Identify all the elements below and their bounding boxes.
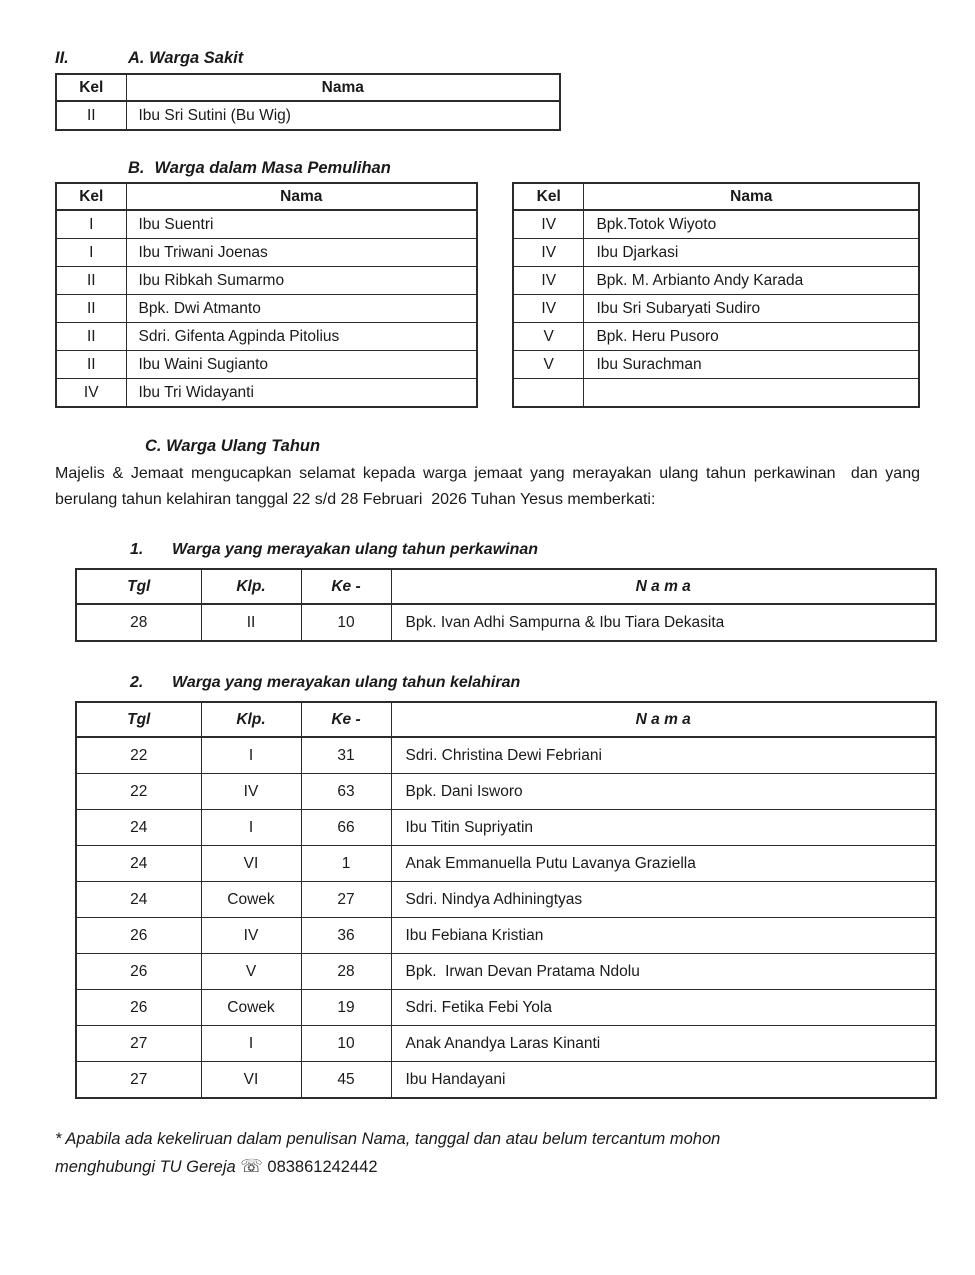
table-cell: 22 bbox=[76, 774, 201, 810]
table-row bbox=[76, 882, 936, 918]
table-row bbox=[56, 351, 477, 379]
column-header-nama: Nama bbox=[584, 183, 919, 210]
table-cell: VI bbox=[201, 846, 301, 882]
warga-sakit-table bbox=[55, 73, 561, 131]
subsection-number: 2. bbox=[130, 674, 144, 691]
table-cell: II bbox=[56, 323, 126, 351]
phone-number: 083861242442 bbox=[267, 1158, 378, 1176]
footnote-line-2 bbox=[55, 1153, 935, 1181]
table-cell: IV bbox=[513, 210, 584, 239]
table-cell: 27 bbox=[76, 1026, 201, 1062]
table-row bbox=[513, 323, 919, 351]
table-cell: 31 bbox=[301, 737, 391, 774]
table-cell: Ibu Djarkasi bbox=[584, 239, 919, 267]
table-row bbox=[513, 351, 919, 379]
table-cell bbox=[584, 379, 919, 408]
table-cell: Ibu Waini Sugianto bbox=[126, 351, 477, 379]
table-cell: Anak Anandya Laras Kinanti bbox=[391, 1026, 936, 1062]
table-cell: 36 bbox=[301, 918, 391, 954]
table-cell: 26 bbox=[76, 990, 201, 1026]
table-row bbox=[76, 990, 936, 1026]
congratulations-paragraph: Majelis & Jemaat mengucapkan selamat kepada warga jemaat yang merayakan ulang tahun perkawinan dan yang berulang tahun kelahiran tanggal 22 s/d 28 Februari 2026 Tuhan Yesus memberkati: bbox=[55, 465, 925, 508]
table-cell: Ibu Suentri bbox=[126, 210, 477, 239]
pemulihan-tables bbox=[55, 182, 920, 408]
table-cell: Bpk. M. Arbianto Andy Karada bbox=[584, 267, 919, 295]
table-cell: 24 bbox=[76, 810, 201, 846]
column-header-ke: Ke - bbox=[301, 702, 391, 737]
table-header-row bbox=[76, 702, 936, 737]
column-header-tgl: Tgl bbox=[76, 569, 201, 604]
footnote-contact-text: menghubungi TU Gereja bbox=[55, 1158, 236, 1176]
table-cell: Ibu Febiana Kristian bbox=[391, 918, 936, 954]
table-row bbox=[513, 267, 919, 295]
table-cell: Ibu Triwani Joenas bbox=[126, 239, 477, 267]
table-row bbox=[76, 737, 936, 774]
table-cell: Bpk. Dwi Atmanto bbox=[126, 295, 477, 323]
table-row bbox=[513, 295, 919, 323]
table-cell: Bpk. Ivan Adhi Sampurna & Ibu Tiara Dekasita bbox=[391, 604, 936, 641]
column-header-kel: Kel bbox=[56, 74, 126, 101]
footnote-line-1: * Apabila ada kekeliruan dalam penulisan Nama, tanggal dan atau belum tercantum mohon bbox=[55, 1130, 721, 1148]
table-cell: VI bbox=[201, 1062, 301, 1099]
table-cell: Ibu Surachman bbox=[584, 351, 919, 379]
table-cell: II bbox=[56, 267, 126, 295]
table-cell: II bbox=[56, 101, 126, 130]
telephone-icon: ☏ bbox=[240, 1156, 263, 1176]
table-cell: Cowek bbox=[201, 990, 301, 1026]
section-number: II. bbox=[55, 49, 69, 67]
table-row bbox=[76, 774, 936, 810]
table-cell: Sdri. Gifenta Agpinda Pitolius bbox=[126, 323, 477, 351]
subsection-title: Warga yang merayakan ulang tahun perkawinan bbox=[172, 541, 539, 558]
section-b-title: Warga dalam Masa Pemulihan bbox=[154, 159, 391, 177]
column-header-nama: Nama bbox=[126, 183, 477, 210]
table-cell: 28 bbox=[76, 604, 201, 641]
column-header-kel: Kel bbox=[513, 183, 584, 210]
table-cell: IV bbox=[513, 267, 584, 295]
table-cell: IV bbox=[513, 295, 584, 323]
column-header-nama: N a m a bbox=[391, 569, 936, 604]
table-cell: 22 bbox=[76, 737, 201, 774]
table-cell: 26 bbox=[76, 954, 201, 990]
table-cell: 66 bbox=[301, 810, 391, 846]
table-cell: Bpk. Heru Pusoro bbox=[584, 323, 919, 351]
table-cell: 63 bbox=[301, 774, 391, 810]
kelahiran-table bbox=[75, 701, 937, 1099]
section-c-title: C. Warga Ulang Tahun bbox=[145, 437, 321, 455]
pemulihan-table-left bbox=[55, 182, 478, 408]
table-cell: Bpk. Irwan Devan Pratama Ndolu bbox=[391, 954, 936, 990]
table-cell: 10 bbox=[301, 604, 391, 641]
table-cell: I bbox=[56, 239, 126, 267]
table-cell: Ibu Ribkah Sumarmo bbox=[126, 267, 477, 295]
section-heading-pemulihan bbox=[128, 158, 920, 179]
table-row bbox=[76, 1026, 936, 1062]
table-row bbox=[56, 239, 477, 267]
column-header-ke: Ke - bbox=[301, 569, 391, 604]
table-header-row bbox=[56, 74, 560, 101]
table-cell: Ibu Tri Widayanti bbox=[126, 379, 477, 408]
column-header-nama: Nama bbox=[126, 74, 560, 101]
table-cell: 24 bbox=[76, 846, 201, 882]
subsection-heading-kelahiran bbox=[130, 673, 920, 693]
table-cell: IV bbox=[513, 239, 584, 267]
table-cell: Sdri. Nindya Adhiningtyas bbox=[391, 882, 936, 918]
footnote bbox=[55, 1126, 935, 1181]
table-cell: II bbox=[201, 604, 301, 641]
table-cell: V bbox=[201, 954, 301, 990]
table-cell: Anak Emmanuella Putu Lavanya Graziella bbox=[391, 846, 936, 882]
table-cell: I bbox=[201, 737, 301, 774]
column-header-klp: Klp. bbox=[201, 569, 301, 604]
table-row bbox=[76, 918, 936, 954]
column-header-tgl: Tgl bbox=[76, 702, 201, 737]
table-cell: Sdri. Christina Dewi Febriani bbox=[391, 737, 936, 774]
table-header-row bbox=[56, 183, 477, 210]
table-cell: IV bbox=[201, 774, 301, 810]
table-cell: Ibu Handayani bbox=[391, 1062, 936, 1099]
table-cell: 1 bbox=[301, 846, 391, 882]
perkawinan-table bbox=[75, 568, 937, 642]
table-cell: Ibu Titin Supriyatin bbox=[391, 810, 936, 846]
table-cell: II bbox=[56, 295, 126, 323]
table-row bbox=[56, 379, 477, 408]
table-header-row bbox=[513, 183, 919, 210]
table-cell: 45 bbox=[301, 1062, 391, 1099]
section-b-prefix: B. bbox=[128, 159, 145, 177]
table-row bbox=[56, 267, 477, 295]
table-cell: Bpk.Totok Wiyoto bbox=[584, 210, 919, 239]
subsection-number: 1. bbox=[130, 541, 144, 558]
section-a-title: A. Warga Sakit bbox=[128, 49, 244, 67]
table-cell: I bbox=[201, 810, 301, 846]
table-cell: 10 bbox=[301, 1026, 391, 1062]
table-cell: 28 bbox=[301, 954, 391, 990]
table-cell: Ibu Sri Sutini (Bu Wig) bbox=[126, 101, 560, 130]
table-header-row bbox=[76, 569, 936, 604]
table-row bbox=[76, 810, 936, 846]
table-row bbox=[76, 846, 936, 882]
subsection-heading-perkawinan bbox=[130, 540, 920, 560]
table-row bbox=[513, 239, 919, 267]
table-cell: II bbox=[56, 351, 126, 379]
column-header-klp: Klp. bbox=[201, 702, 301, 737]
table-row bbox=[513, 379, 919, 408]
table-row bbox=[76, 954, 936, 990]
table-cell bbox=[513, 379, 584, 408]
table-cell: 27 bbox=[301, 882, 391, 918]
table-row bbox=[76, 1062, 936, 1099]
table-cell: Ibu Sri Subaryati Sudiro bbox=[584, 295, 919, 323]
table-row bbox=[56, 210, 477, 239]
pemulihan-table-right bbox=[512, 182, 920, 408]
table-row bbox=[76, 604, 936, 641]
column-header-nama: N a m a bbox=[391, 702, 936, 737]
table-row bbox=[56, 101, 560, 130]
table-row bbox=[56, 323, 477, 351]
table-cell: 27 bbox=[76, 1062, 201, 1099]
section-heading-ulang-tahun bbox=[145, 436, 920, 457]
table-cell: 26 bbox=[76, 918, 201, 954]
column-header-kel: Kel bbox=[56, 183, 126, 210]
table-cell: IV bbox=[56, 379, 126, 408]
table-cell: I bbox=[56, 210, 126, 239]
table-cell: Bpk. Dani Isworo bbox=[391, 774, 936, 810]
table-cell: 19 bbox=[301, 990, 391, 1026]
table-row bbox=[513, 210, 919, 239]
section-heading-warga-sakit bbox=[55, 48, 920, 69]
table-cell: V bbox=[513, 323, 584, 351]
table-cell: 24 bbox=[76, 882, 201, 918]
table-row bbox=[56, 295, 477, 323]
table-cell: Sdri. Fetika Febi Yola bbox=[391, 990, 936, 1026]
table-cell: I bbox=[201, 1026, 301, 1062]
table-cell: Cowek bbox=[201, 882, 301, 918]
table-cell: IV bbox=[201, 918, 301, 954]
table-cell: V bbox=[513, 351, 584, 379]
subsection-title: Warga yang merayakan ulang tahun kelahiran bbox=[172, 674, 521, 691]
